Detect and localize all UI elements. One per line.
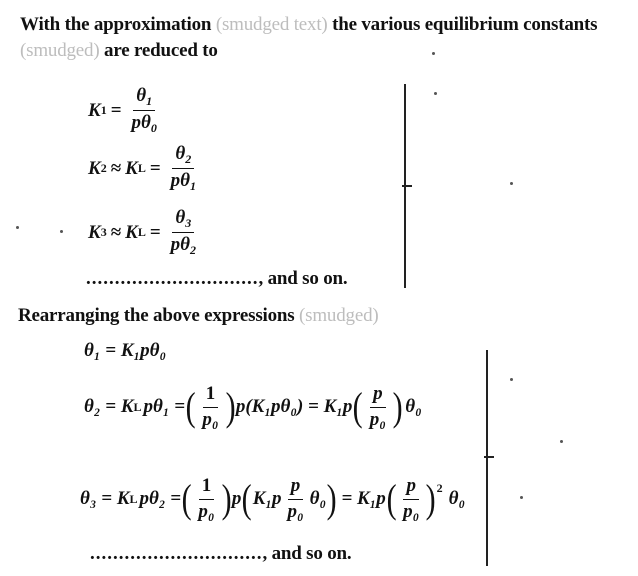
equation-theta2: θ₂ = K L pθ₁ = ( $\frac{1}{\text{p₀}}$ ) p(K₁pθ₀) = K₁p ( $\frac{p}{\text{p₀}}$ ) θ₀ (84, 383, 422, 430)
equation-k2: K 2 ≈ K L = $\frac{\theta_2}{p\theta_1}$ (88, 144, 202, 193)
equation-theta1: θ₁ = K₁pθ₀ (84, 340, 167, 361)
brace-tip (402, 185, 412, 187)
scan-speck (434, 92, 437, 95)
fraction: $\frac{\theta_2}{p\theta_1}$ (170, 143, 197, 194)
smudged-text: (smudged text) (215, 14, 328, 35)
intro-line2-text: are reduced to (104, 40, 218, 61)
equation-k3: K 3 ≈ K L = $\frac{\theta_3}{p\theta_2}$ (88, 208, 202, 257)
rearranging-line: Rearranging the above expressions (smudged) (18, 305, 379, 326)
intro-line-1 (20, 14, 597, 36)
equation-k1: K 1 = $\frac{\theta_1}{p\theta_0}$ (88, 86, 163, 135)
etc-line-2: .............................., and so on. (90, 543, 352, 564)
intro-suffix: the various equilibrium constants (332, 14, 598, 35)
fraction: $\frac{p}{\text{p₀}}$ (403, 475, 420, 522)
fraction: $\frac{1}{\text{p₀}}$ (202, 383, 219, 430)
scan-speck (520, 496, 523, 499)
scan-speck (560, 440, 563, 443)
scan-speck (510, 182, 513, 185)
intro-prefix: With the approximation (20, 14, 212, 35)
fraction: $\frac{p}{\text{p₀}}$ (369, 383, 386, 430)
fraction: $\frac{\theta_1}{p\theta_0}$ (131, 85, 157, 136)
scan-speck (432, 52, 435, 55)
fraction: $\frac{\theta_3}{p\theta_2}$ (170, 207, 197, 258)
scan-speck (60, 230, 63, 233)
right-brace-2 (482, 350, 488, 566)
scan-speck (510, 378, 513, 381)
scan-speck (16, 226, 19, 229)
etc-line-1: .............................., and so on. (86, 268, 348, 289)
smudged-text-2: (smudged) (20, 40, 100, 61)
fraction: $\frac{p}{\text{p₀}}$ (287, 475, 304, 522)
equation-theta3: θ₃ = K L pθ₂ = ( $\frac{1}{\text{p₀}}$ ) p ( K₁p $\frac{p}{\text{p₀}}$ θ₀ ) = K₁p ( $\frac{p}{\text{p₀}}$ ) $^2$ θ₀ (80, 475, 466, 522)
brace-tip-2 (484, 456, 494, 458)
fraction: $\frac{1}{\text{p₀}}$ (198, 475, 215, 522)
intro-line-2 (20, 40, 218, 62)
